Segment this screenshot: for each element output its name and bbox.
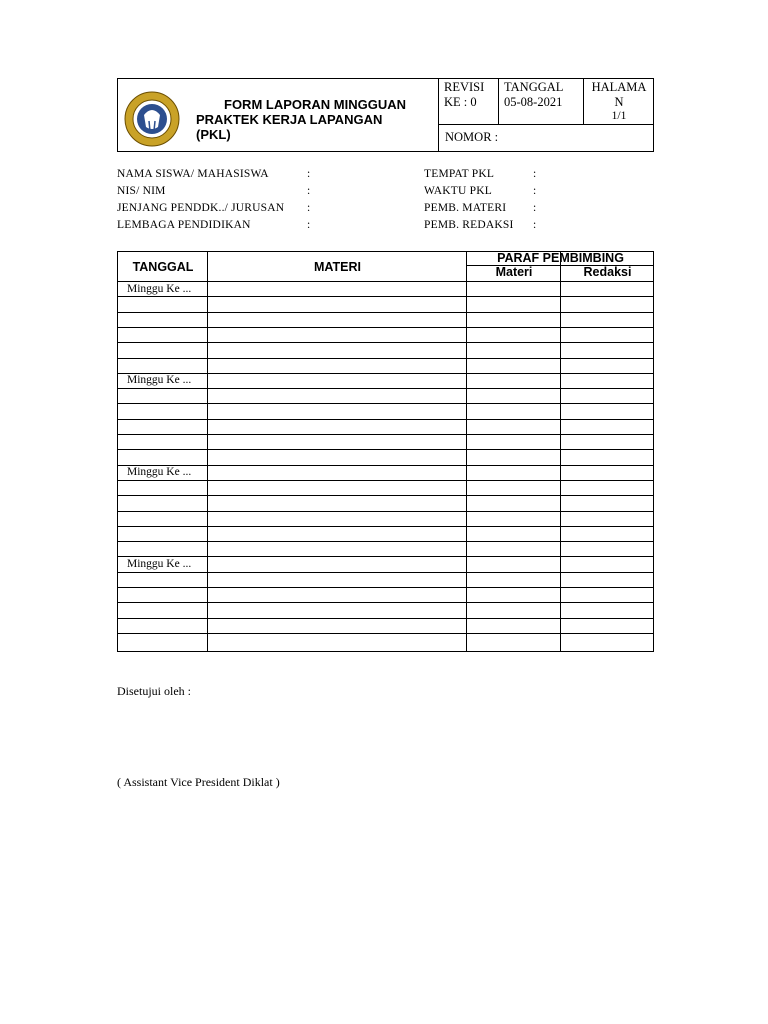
info-right-sep-3: : [533,219,537,231]
form-title-line1: FORM LAPORAN MINGGUAN [224,97,406,112]
revisi-cell [444,80,484,110]
info-left-label-2: JENJANG PENDDK../ JURUSAN [117,202,285,214]
halaman-label-1: HALAMA [591,80,647,94]
halaman-value: 1/1 [611,110,627,122]
weekly-report-table [117,251,654,652]
week-label: Minggu Ke ... [127,466,192,479]
info-right-label-3: PEMB. REDAKSI [424,219,514,231]
info-right-sep-1: : [533,185,537,197]
halaman-cell [584,80,654,123]
info-left-sep-0: : [307,168,311,180]
week-label: Minggu Ke ... [127,282,192,295]
approval-signatory: ( Assistant Vice President Diklat ) [117,775,280,789]
column-header-materi: MATERI [314,260,361,274]
column-header-tanggal: TANGGAL [132,260,194,274]
info-left-label-3: LEMBAGA PENDIDIKAN [117,219,251,231]
revisi-value: KE : 0 [444,95,477,109]
week-label: Minggu Ke ... [127,557,192,570]
info-left-label-0: NAMA SISWA/ MAHASISWA [117,168,269,180]
info-left-sep-3: : [307,219,311,231]
info-right-sep-2: : [533,202,537,214]
column-header-paraf-redaksi: Redaksi [583,265,632,279]
form-title-line3: (PKL) [196,127,231,142]
institution-logo [124,91,180,147]
halaman-label-2: N [614,95,624,109]
column-header-paraf: PARAF PEMBIMBING [497,251,624,265]
form-title [196,97,436,142]
week-label: Minggu Ke ... [127,374,192,387]
info-right-label-1: WAKTU PKL [424,185,492,197]
tanggal-label: TANGGAL [504,80,564,94]
info-right-sep-0: : [533,168,537,180]
info-left-sep-2: : [307,202,311,214]
info-right-label-2: PEMB. MATERI [424,202,507,214]
nomor-label: NOMOR : [445,130,499,144]
info-left-label-1: NIS/ NIM [117,185,166,197]
tanggal-cell [504,80,563,110]
approval-label: Disetujui oleh : [117,684,191,698]
column-header-paraf-materi: Materi [495,265,533,279]
form-title-line2: PRAKTEK KERJA LAPANGAN [196,112,383,127]
info-right-label-0: TEMPAT PKL [424,168,495,180]
info-left-sep-1: : [307,185,311,197]
table-grid [117,251,654,652]
tanggal-value: 05-08-2021 [504,95,563,109]
form-header [117,78,654,152]
revisi-label: REVISI [444,80,485,94]
